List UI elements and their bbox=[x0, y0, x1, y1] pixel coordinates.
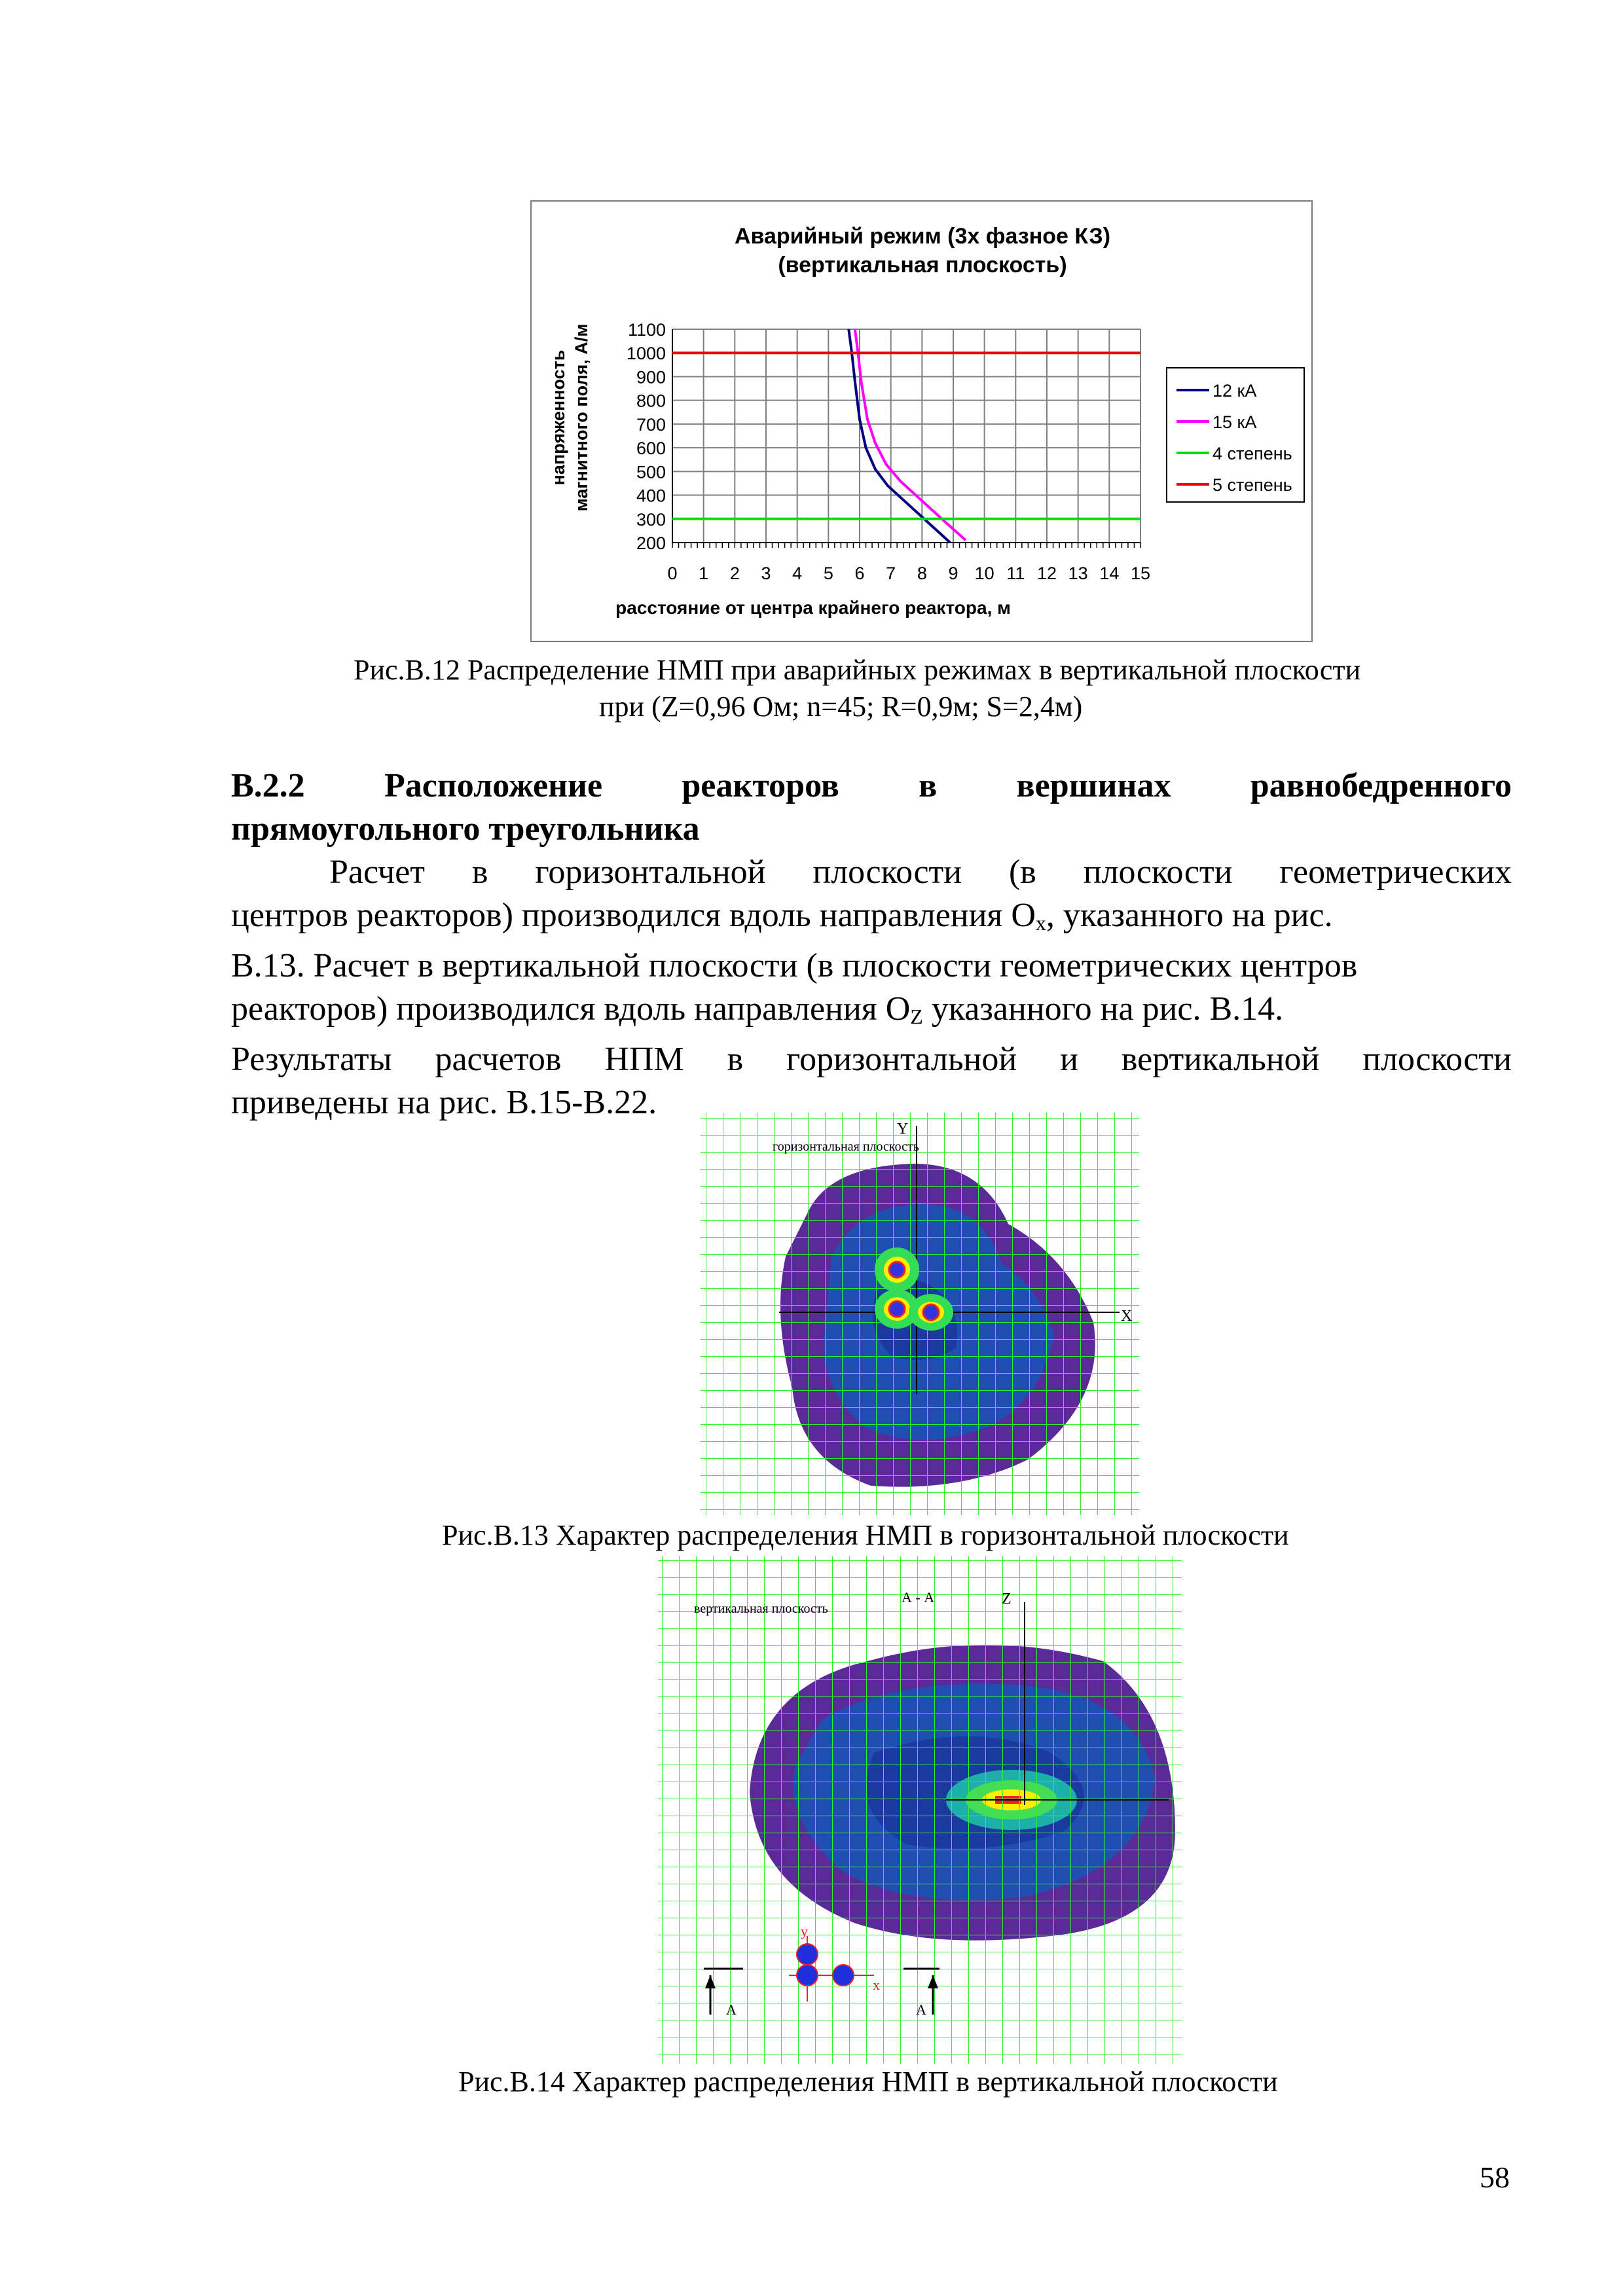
x-tick-label: 1 bbox=[699, 564, 709, 583]
y-tick-label: 400 bbox=[636, 486, 666, 506]
x-tick-label: 15 bbox=[1130, 564, 1151, 583]
chart-frame bbox=[530, 200, 1313, 642]
plot-area bbox=[627, 320, 1150, 583]
x-tick-label: 13 bbox=[1068, 564, 1088, 583]
figure-12-caption-line2: при (Z=0,96 Ом; n=45; R=0,9м; S=2,4м) bbox=[599, 691, 1083, 723]
legend-label: 15 кА bbox=[1213, 412, 1257, 432]
svg-text:А: А bbox=[726, 2001, 737, 2018]
y-tick-label: 700 bbox=[636, 414, 666, 435]
y-tick-label: 800 bbox=[636, 391, 666, 411]
heading-word: Расположение bbox=[384, 767, 603, 804]
paragraph-line-3: В.13. Расчет в вертикальной плоскости (в плоскости геометрических центров bbox=[231, 947, 1358, 984]
paragraph-word: Результаты bbox=[231, 1041, 392, 1078]
horizontal-plane-plot bbox=[701, 1113, 1139, 1515]
figure-14-label: вертикальная плоскость bbox=[694, 1602, 828, 1616]
paragraph-word: в bbox=[727, 1041, 744, 1078]
paragraph-word: горизонтальной bbox=[535, 853, 766, 891]
paragraph-word: и bbox=[1060, 1041, 1078, 1078]
body-paragraph bbox=[231, 851, 1512, 1124]
section-heading-line1 bbox=[231, 764, 1512, 808]
svg-text:А: А bbox=[916, 2001, 926, 2018]
inset-x-label: x bbox=[873, 1977, 880, 1993]
paragraph-word: в bbox=[471, 853, 488, 891]
chart-legend bbox=[1167, 368, 1304, 502]
heading-word: реакторов bbox=[682, 767, 839, 804]
x-tick-label: 0 bbox=[667, 564, 678, 583]
paragraph-word: геометрических bbox=[1279, 853, 1512, 891]
paragraph-word: горизонтальной bbox=[786, 1041, 1017, 1078]
paragraph-line-6: приведены на рис. В.15-В.22. bbox=[231, 1084, 657, 1121]
figure-14-field-map bbox=[658, 1556, 1182, 2064]
chart-title-line1: Аварийный режим (3х фазное КЗ) bbox=[734, 224, 1111, 249]
axis-y-label: Y bbox=[897, 1121, 909, 1138]
paragraph-word: НПМ bbox=[604, 1041, 684, 1078]
paragraph-line-4: реакторов) производился вдоль направления OZ указанного на рис. В.14. bbox=[231, 990, 1284, 1028]
x-tick-label: 8 bbox=[917, 564, 927, 583]
heading-word: в bbox=[919, 767, 938, 804]
legend-label: 4 степень bbox=[1213, 444, 1292, 463]
section-heading-line2: прямоугольного треугольника bbox=[231, 810, 700, 848]
paragraph-word: Расчет bbox=[329, 853, 425, 891]
x-tick-label: 14 bbox=[1099, 564, 1120, 583]
heading-word: равнобедренного bbox=[1250, 767, 1512, 804]
paragraph-word: плоскости bbox=[812, 853, 962, 891]
x-tick-label: 3 bbox=[761, 564, 771, 583]
series-line-12 кА bbox=[848, 329, 950, 543]
y-tick-label: 200 bbox=[636, 533, 666, 553]
paragraph-word: плоскости bbox=[1362, 1041, 1512, 1078]
x-tick-label: 4 bbox=[792, 564, 803, 583]
x-tick-label: 5 bbox=[823, 564, 833, 583]
y-tick-label: 600 bbox=[636, 439, 666, 459]
axis-x-label: X bbox=[1121, 1308, 1133, 1325]
y-tick-label: 500 bbox=[636, 462, 666, 482]
y-tick-label: 1100 bbox=[627, 320, 666, 340]
legend-label: 5 степень bbox=[1213, 475, 1292, 495]
vertical-plane-plot bbox=[658, 1556, 1182, 2064]
x-tick-label: 10 bbox=[974, 564, 994, 583]
x-tick-label: 11 bbox=[1006, 564, 1025, 583]
y-axis-label-line2: магнитного поля, А/м bbox=[572, 323, 591, 512]
section-heading bbox=[231, 764, 1512, 851]
axis-z-label: Z bbox=[1002, 1590, 1012, 1607]
figure-13-caption: Рис.В.13 Характер распределения НМП в горизонтальной плоскости bbox=[442, 1519, 1289, 1551]
grid-overlay bbox=[658, 1556, 1182, 2064]
y-tick-label: 300 bbox=[636, 509, 666, 529]
inset-y-label: y bbox=[801, 1923, 808, 1939]
y-axis-label-line1: напряженность bbox=[549, 350, 568, 486]
paragraph-word: (в bbox=[1008, 853, 1036, 891]
legend-label: 12 кА bbox=[1213, 381, 1257, 401]
paragraph-line-5 bbox=[231, 1038, 1512, 1081]
y-tick-label: 900 bbox=[636, 367, 666, 387]
line-chart bbox=[532, 202, 1314, 643]
paragraph-line-1 bbox=[231, 851, 1512, 894]
x-tick-label: 2 bbox=[729, 564, 740, 583]
paragraph-line-2-text: центров реакторов) производился вдоль направления Ox, указанного на рис. bbox=[231, 897, 1333, 935]
figure-13-field-map bbox=[701, 1113, 1139, 1515]
paragraph-word: плоскости bbox=[1083, 853, 1233, 891]
page-number: 58 bbox=[1480, 2161, 1510, 2194]
series-line-15 кА bbox=[855, 329, 966, 540]
x-tick-label: 9 bbox=[948, 564, 958, 583]
paragraph-line-2 bbox=[231, 894, 1512, 944]
figure-12-caption-line1: Рис.В.12 Распределение НМП при аварийных режимах в вертикальной плоскости bbox=[354, 654, 1361, 686]
x-axis-label: расстояние от центра крайнего реактора, м bbox=[615, 598, 1011, 618]
y-tick-label: 1000 bbox=[626, 344, 666, 364]
paragraph-word: вертикальной bbox=[1121, 1041, 1320, 1078]
heading-word: вершинах bbox=[1016, 767, 1171, 804]
chart-title-line2: (вертикальная плоскость) bbox=[778, 253, 1067, 278]
x-tick-label: 6 bbox=[854, 564, 865, 583]
figure-14-caption: Рис.В.14 Характер распределения НМП в вертикальной плоскости bbox=[458, 2066, 1278, 2098]
section-label: А - А bbox=[902, 1589, 935, 1605]
paragraph-word: расчетов bbox=[435, 1041, 562, 1078]
heading-word: В.2.2 bbox=[231, 767, 305, 804]
x-tick-label: 12 bbox=[1036, 564, 1057, 583]
x-tick-label: 7 bbox=[886, 564, 896, 583]
figure-13-label: горизонтальная плоскость bbox=[773, 1139, 919, 1154]
